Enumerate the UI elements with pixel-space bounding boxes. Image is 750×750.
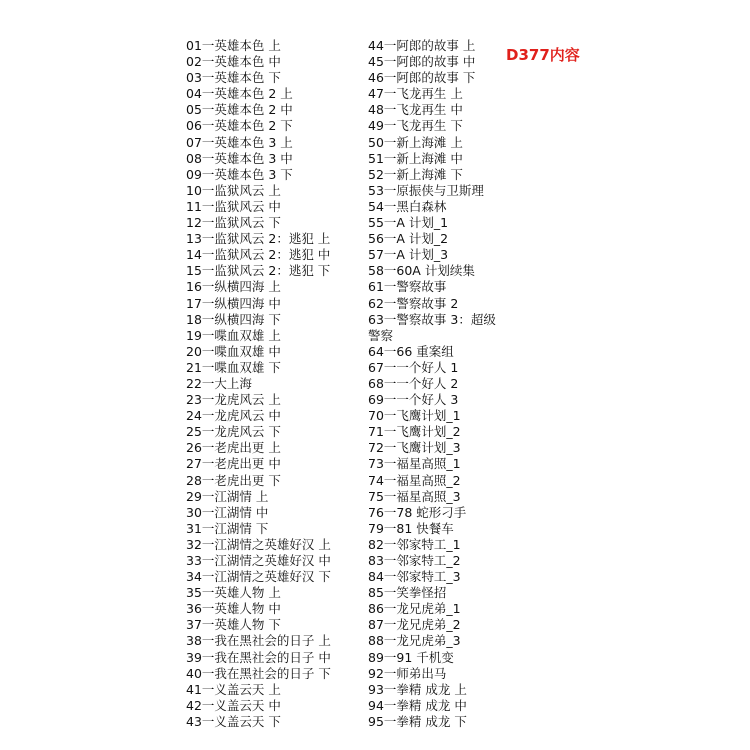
list-item: 08一英雄本色 3 中 bbox=[186, 150, 293, 166]
list-item: 13一监狱风云 2：逃犯 上 bbox=[186, 231, 331, 247]
list-item: 62一警察故事 2 bbox=[368, 295, 459, 311]
episode-list-left bbox=[186, 38, 361, 730]
list-item: 52一新上海滩 下 bbox=[368, 166, 463, 182]
list-item: 40一我在黑社会的日子 下 bbox=[186, 665, 331, 681]
list-item: 24一龙虎风云 中 bbox=[186, 408, 281, 424]
list-item: 72一飞鹰计划_3 bbox=[368, 440, 461, 456]
episode-list-right bbox=[368, 38, 503, 730]
list-item: 48一飞龙再生 中 bbox=[368, 102, 463, 118]
list-item: 68一一个好人 2 bbox=[368, 375, 459, 391]
list-item: 58一60A 计划续集 bbox=[368, 263, 475, 279]
list-item: 86一龙兄虎弟_1 bbox=[368, 601, 461, 617]
list-item: 61一警察故事 bbox=[368, 279, 447, 295]
list-item: 12一监狱风云 下 bbox=[186, 215, 281, 231]
list-item: 36一英雄人物 中 bbox=[186, 601, 281, 617]
list-item: 20一喋血双雄 中 bbox=[186, 343, 281, 359]
list-item: 64一66 重案组 bbox=[368, 343, 454, 359]
list-item: 54一黑白森林 bbox=[368, 198, 447, 214]
list-item: 33一江湖情之英雄好汉 中 bbox=[186, 553, 331, 568]
list-item: 37一英雄人物 下 bbox=[186, 617, 281, 633]
list-item: 09一英雄本色 3 下 bbox=[186, 166, 293, 182]
list-item: 94一拳精 成龙 中 bbox=[368, 697, 467, 713]
list-item: 34一江湖情之英雄好汉 下 bbox=[186, 569, 331, 585]
list-item: 69一一个好人 3 bbox=[368, 392, 459, 408]
list-item: 82一邻家特工_1 bbox=[368, 536, 461, 552]
list-item: 76一78 蛇形刁手 bbox=[368, 504, 467, 520]
list-item: 14一监狱风云 2：逃犯 中 bbox=[186, 247, 331, 263]
list-item: 19一喋血双雄 上 bbox=[186, 327, 281, 343]
list-item: 28一老虎出更 下 bbox=[186, 472, 281, 488]
list-item: 41一义盖云天 上 bbox=[186, 681, 281, 697]
list-item: 23一龙虎风云 上 bbox=[186, 392, 281, 408]
list-item: 39一我在黑社会的日子 中 bbox=[186, 649, 331, 665]
list-item: 75一福星高照_3 bbox=[368, 488, 461, 504]
list-item: 45一阿郎的故事 中 bbox=[368, 54, 476, 70]
list-item: 04一英雄本色 2 上 bbox=[186, 86, 293, 102]
list-item: 10一监狱风云 上 bbox=[186, 182, 281, 198]
list-item: 25一龙虎风云 下 bbox=[186, 424, 281, 440]
list-item: 56一A 计划_2 bbox=[368, 231, 449, 247]
list-item: 32一江湖情之英雄好汉 上 bbox=[186, 536, 331, 552]
list-item: 42一义盖云天 中 bbox=[186, 697, 281, 713]
list-item: 07一英雄本色 3 上 bbox=[186, 134, 293, 150]
list-item: 47一飞龙再生 上 bbox=[368, 86, 463, 102]
list-item: 74一福星高照_2 bbox=[368, 472, 461, 488]
list-item: 03一英雄本色 下 bbox=[186, 70, 281, 86]
list-item: 43一义盖云天 下 bbox=[186, 713, 281, 729]
list-item: 44一阿郎的故事 上 bbox=[368, 38, 476, 53]
list-item: 05一英雄本色 2 中 bbox=[186, 102, 293, 118]
list-item: 83一邻家特工_2 bbox=[368, 553, 461, 568]
content-badge: D377内容 bbox=[506, 46, 580, 64]
list-item: 53一原振侠与卫斯理 bbox=[368, 182, 484, 198]
list-item: 01一英雄本色 上 bbox=[186, 38, 281, 53]
list-item: 88一龙兄虎弟_3 bbox=[368, 633, 461, 649]
list-item: 73一福星高照_1 bbox=[368, 456, 461, 472]
list-item: 21一喋血双雄 下 bbox=[186, 359, 281, 375]
list-item: 92一师弟出马 bbox=[368, 665, 447, 681]
list-item: 22一大上海 bbox=[186, 375, 252, 391]
list-item: 06一英雄本色 2 下 bbox=[186, 118, 293, 134]
list-item: 84一邻家特工_3 bbox=[368, 569, 461, 585]
list-item: 49一飞龙再生 下 bbox=[368, 118, 463, 134]
list-item: 18一纵横四海 下 bbox=[186, 311, 281, 327]
list-item: 29一江湖情 上 bbox=[186, 488, 269, 504]
list-item: 67一一个好人 1 bbox=[368, 359, 459, 375]
list-item: 63一警察故事 3：超级 bbox=[368, 311, 496, 327]
list-item: 17一纵横四海 中 bbox=[186, 295, 281, 311]
list-item: 46一阿郎的故事 下 bbox=[368, 70, 476, 86]
list-item: 89一91 千机变 bbox=[368, 649, 454, 665]
list-item: 57一A 计划_3 bbox=[368, 247, 449, 263]
list-item: 35一英雄人物 上 bbox=[186, 585, 281, 601]
list-item: 93一拳精 成龙 上 bbox=[368, 681, 467, 697]
list-item: 26一老虎出更 上 bbox=[186, 440, 281, 456]
list-item: 02一英雄本色 中 bbox=[186, 54, 281, 70]
list-item: 50一新上海滩 上 bbox=[368, 134, 463, 150]
list-item: 11一监狱风云 中 bbox=[186, 198, 281, 214]
list-item: 71一飞鹰计划_2 bbox=[368, 424, 461, 440]
list-item: 31一江湖情 下 bbox=[186, 520, 269, 536]
list-item: 38一我在黑社会的日子 上 bbox=[186, 633, 331, 649]
list-item: 87一龙兄虎弟_2 bbox=[368, 617, 461, 633]
list-item: 16一纵横四海 上 bbox=[186, 279, 281, 295]
list-item: 30一江湖情 中 bbox=[186, 504, 269, 520]
list-item: 55一A 计划_1 bbox=[368, 215, 449, 231]
list-item: 79一81 快餐车 bbox=[368, 520, 454, 536]
list-item: 15一监狱风云 2：逃犯 下 bbox=[186, 263, 331, 279]
list-item: 27一老虎出更 中 bbox=[186, 456, 281, 472]
list-item: 70一飞鹰计划_1 bbox=[368, 408, 461, 424]
list-item: 85一笑拳怪招 bbox=[368, 585, 447, 601]
list-item: 警察 bbox=[368, 327, 394, 343]
list-item: 51一新上海滩 中 bbox=[368, 150, 463, 166]
list-item: 95一拳精 成龙 下 bbox=[368, 713, 467, 729]
